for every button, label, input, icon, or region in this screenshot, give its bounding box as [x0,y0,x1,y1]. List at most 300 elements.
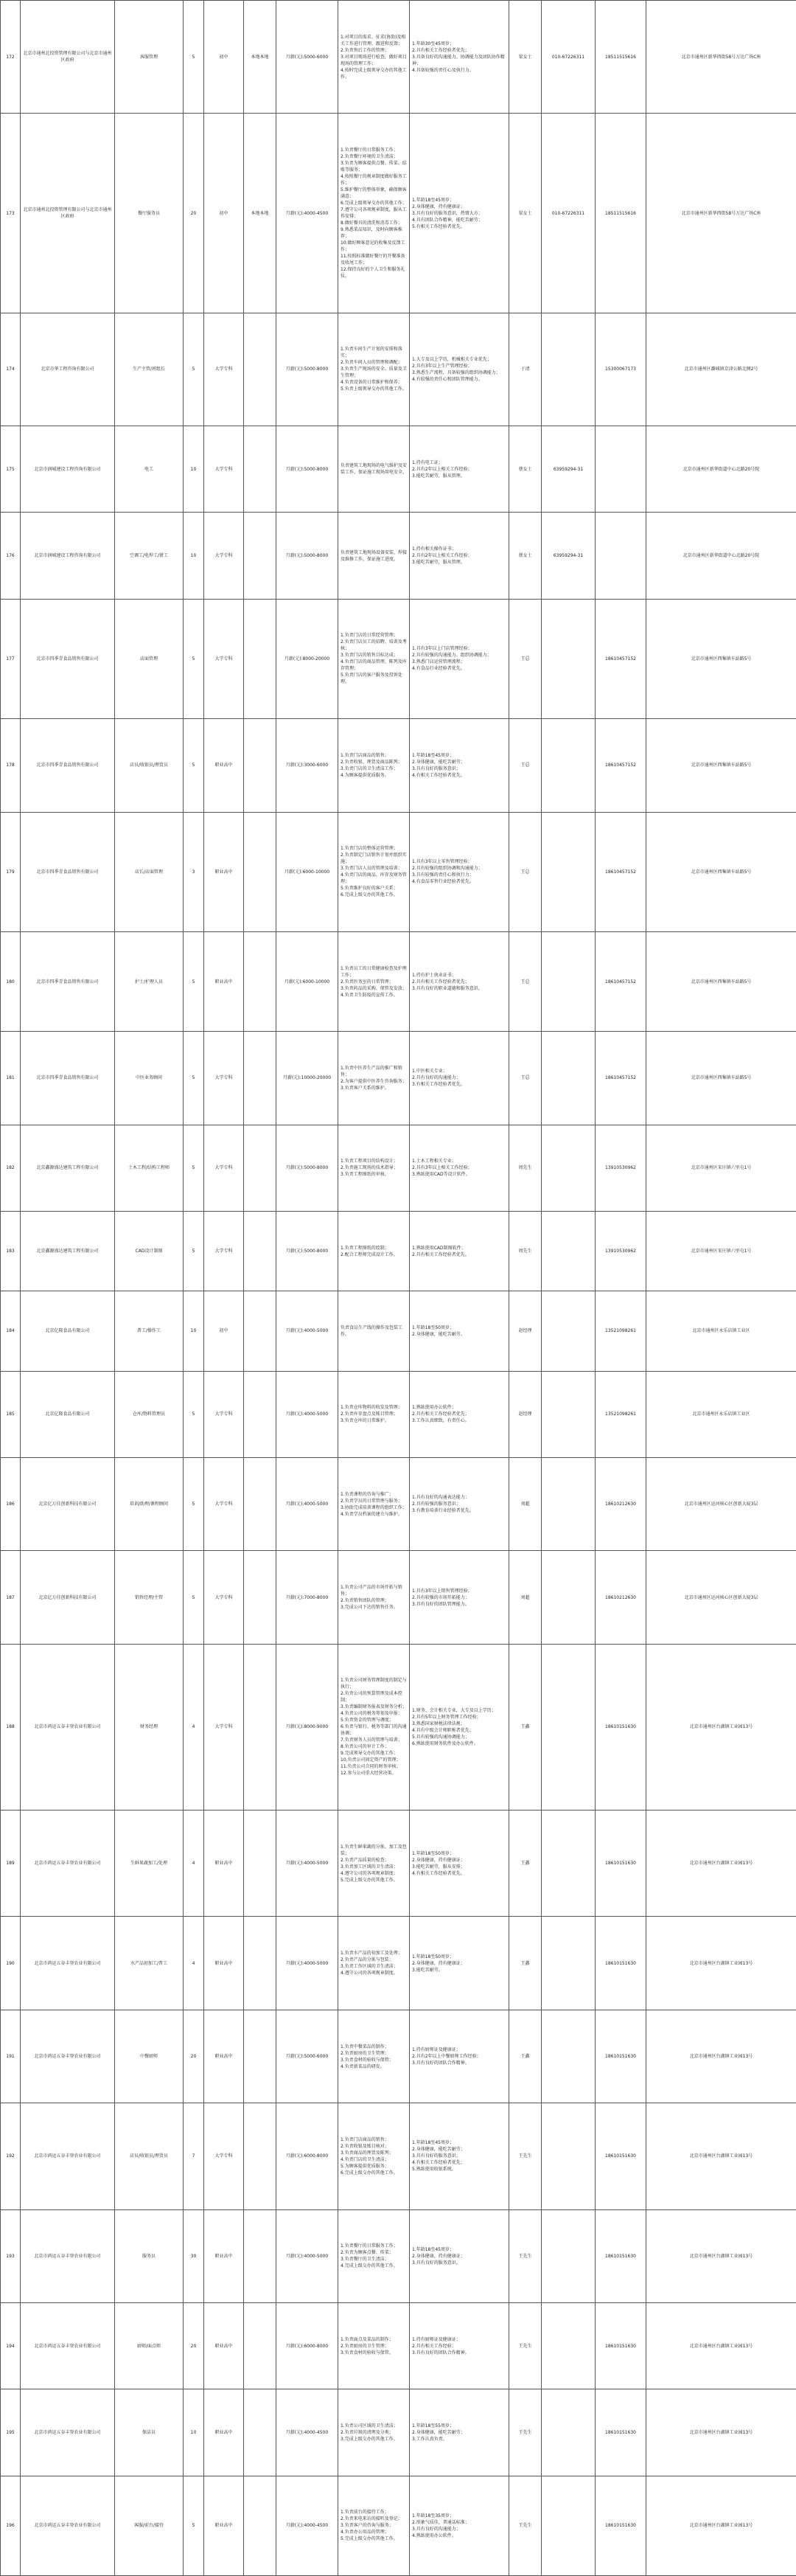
company-name: 北京市鸿运五谷丰登农业有限公司 [21,1917,115,2010]
contact-person: 王先生 [509,2103,542,2209]
company-name: 北京市四季青食品销售有限公司 [21,719,115,812]
contact-phone [542,1551,596,1644]
work-location-type [244,1644,276,1810]
contact-mobile [596,426,646,513]
row-number: 184 [1,1291,21,1371]
contact-phone [542,719,596,812]
contact-mobile: 13910530962 [596,1125,646,1211]
job-duties: 1.负责公司财务管理制度的制定与执行； 2.负责公司的预算管理及成本控制； 3.负责编制财务报表及财务分析； 4.负责公司的税务筹划及申报； 5.负责资金的管理与调度； 6.负责与银行、税务等部门的沟通协调； 7.负责财务人员的管理与培训； 8.负责公司的审计工作； 9.完成领导交办的其他工作； 10.负责公司固定资产的管理； 11.负责公司合同的财务审核； 12.参与公司重大经营决策。 [338,1644,410,1810]
contact-phone [542,2209,596,2302]
contact-person: 周先生 [509,1125,542,1211]
hiring-count: 30 [184,2209,204,2302]
job-requirements: 1.具有3年以上门店管理经验； 2.具有较强的沟通能力、组织协调能力； 3.熟悉门店运营管理流程； 4.有食品行业经验者优先。 [410,599,509,718]
contact-mobile: 18610212630 [596,1551,646,1644]
work-location-type [244,2476,276,2575]
table-row [1,2389,796,2476]
salary-range: 月薪(元):5000-8000 [276,1125,338,1211]
contact-person: 赵经理 [509,1291,542,1371]
work-location-type [244,2302,276,2389]
row-number: 183 [1,1211,21,1291]
company-name: 北京鑫源盛达建筑工程有限公司 [21,1125,115,1211]
company-name: 北京市润城建设工程咨询有限公司 [21,426,115,513]
salary-range: 月薪(元):4000-5000 [276,1458,338,1551]
contact-phone [542,2302,596,2389]
hiring-count: 10 [184,1291,204,1371]
position-name: 餐厅服务员 [115,114,184,313]
job-requirements: 1.年龄18至45周岁； 2.身体健康，持有健康证； 3.具有良好的服务意识。 [410,2209,509,2302]
company-name: 北京市华工程咨询有限公司 [21,313,115,426]
contact-mobile: 18610151630 [596,2010,646,2103]
company-address: 北京市通州区宋庄镇六里屯1号 [646,1125,796,1211]
job-duties: 1.负责中医养生产品的推广和销售； 2.为客户提供中医养生咨询服务； 3.负责客户关系的维护。 [338,1032,410,1125]
table-row [1,1551,796,1644]
work-location-type [244,1917,276,2010]
job-duties: 1.负责生鲜果蔬的分拣、加工及包装； 2.负责产品质量的检查； 3.负责加工区域的卫生清洁； 4.遵守公司的各项规章制度； 5.完成上级交办的其他工作。 [338,1811,410,1917]
job-duties: 1.对项目的需求、征求(协助)及相关工作进行管理、跟进和反馈； 2.负责售后工作的管理； 3.对项目现场进行检查，做好项目现场的管理工作； 4.按时完成上级领导交办的其他工作。 [338,1,410,114]
company-name: 北京市通州北投资管理有限公司与北京市通州区政府 [21,1,115,114]
job-requirements: 1.年龄18至50周岁； 2.身体健康，持有健康证； 3.能吃苦耐劳。 [410,1917,509,2010]
salary-range: 月薪(元):8000-9000 [276,1644,338,1810]
hiring-count: 4 [184,1917,204,2010]
company-address: 北京市通州区台湖镇工业园13号 [646,2302,796,2389]
contact-mobile: 13521098261 [596,1291,646,1371]
job-requirements: 1.财务、会计相关专业，大专及以上学历； 2.具有5年以上财务管理工作经验； 3.熟悉国家财税法律法规； 4.具有中级会计师职称者优先； 5.具有较强的沟通协调能力； 6.熟练使用财务软件及办公软件。 [410,1644,509,1810]
work-location-type [244,931,276,1031]
company-address: 北京市通州区台湖镇工业园13号 [646,2103,796,2209]
position-name: 店员/收银员/理货员 [115,2103,184,2209]
contact-phone [542,2010,596,2103]
row-number: 190 [1,1917,21,2010]
salary-range: 月薪(元):6000-10000 [276,812,338,931]
contact-person: 王鑫 [509,2010,542,2103]
company-name: 北京市鸿运五谷丰登农业有限公司 [21,2302,115,2389]
job-duties: 负责建筑工地现场设备安装、焊接及维修工作，保证施工进度。 [338,513,410,599]
contact-mobile: 18610151630 [596,2389,646,2476]
hiring-count: 5 [184,1,204,114]
education-requirement: 大学专科 [204,426,244,513]
contact-phone [542,1644,596,1810]
position-name: 厨师/面点师 [115,2302,184,2389]
row-number: 194 [1,2302,21,2389]
company-name: 北京市四季青食品销售有限公司 [21,1032,115,1125]
company-address: 北京市通州区台湖镇工业园13号 [646,2209,796,2302]
contact-mobile: 18610457152 [596,1032,646,1125]
work-location-type [244,2010,276,2103]
work-location-type [244,313,276,426]
education-requirement: 初中 [204,114,244,313]
hiring-count: 5 [184,1125,204,1211]
position-name: 服务员 [115,2209,184,2302]
work-location-type [244,2103,276,2209]
hiring-count: 5 [184,1551,204,1644]
job-duties: 1.负责员工的日常健康检查及护理工作； 2.负责医务室的日常管理； 3.负责药品的采购、保管及发放； 4.负责卫生防疫的宣传工作。 [338,931,410,1031]
row-number: 187 [1,1551,21,1644]
hiring-count: 10 [184,513,204,599]
contact-person: 于清 [509,313,542,426]
contact-person: 周先生 [509,1211,542,1291]
table-row [1,1,796,114]
education-requirement: 大学专科 [204,1211,244,1291]
company-address: 北京市通州区台湖镇工业园13号 [646,2476,796,2575]
job-duties: 1.负责门店商品的销售； 2.负责收银、理货及商品陈列； 3.负责门店的卫生清洁工作； 4.为顾客提供优质服务。 [338,719,410,812]
position-name: 土木工程/结构工程师 [115,1125,184,1211]
company-name: 北京市四季青食品销售有限公司 [21,812,115,931]
education-requirement: 职业高中 [204,2476,244,2575]
education-requirement: 职业高中 [204,812,244,931]
job-duties: 1.负责门店商品的销售； 2.负责收银及账目核对； 3.负责商品的理货及陈列； 4.负责门店的卫生清洁； 5.为顾客提供优质服务； 6.完成上级交办的其他工作。 [338,2103,410,2209]
row-number: 173 [1,114,21,313]
company-name: 北京亿万佳创新科技有限公司 [21,1551,115,1644]
contact-mobile: 13521098261 [596,1371,646,1457]
position-name: 培训/助理/课程顾问 [115,1458,184,1551]
table-row [1,812,796,931]
contact-person: 王总 [509,931,542,1031]
job-requirements: 1.持有电工证； 2.具有2年以上相关工作经验； 3.能吃苦耐劳，服从管理。 [410,426,509,513]
contact-person: 王总 [509,812,542,931]
contact-mobile: 18610457152 [596,599,646,718]
job-requirements: 1.年龄18至50周岁； 2.身体健康，能吃苦耐劳。 [410,1291,509,1371]
position-name: 护士/护理人员 [115,931,184,1031]
contact-mobile: 18610151630 [596,2302,646,2389]
hiring-count: 5 [184,719,204,812]
salary-range: 月薪(元):5000-8000 [276,426,338,513]
education-requirement: 大学专科 [204,513,244,599]
job-requirements: 1.年龄18至50周岁； 2.身体健康，持有健康证； 3.能吃苦耐劳，服从安排； 4.有相关工作经验者优先。 [410,1811,509,1917]
contact-mobile: 18610457152 [596,719,646,812]
position-name: 客服管理 [115,1,184,114]
table-row [1,2209,796,2302]
contact-person: 王先生 [509,2389,542,2476]
company-address: 北京市通州区西集镇车站路5号 [646,1032,796,1125]
contact-phone [542,599,596,718]
table-row [1,513,796,599]
work-location-type [244,599,276,718]
salary-range: 月薪(元):6000-8000 [276,2103,338,2209]
education-requirement: 职业高中 [204,1917,244,2010]
position-name: 普工/操作工 [115,1291,184,1371]
contact-phone [542,2476,596,2575]
contact-phone: 010-67226311 [542,1,596,114]
position-name: 中餐厨师 [115,2010,184,2103]
salary-range: 月薪(元):5000-8000 [276,513,338,599]
hiring-count: 4 [184,1811,204,1917]
education-requirement: 职业高中 [204,931,244,1031]
education-requirement: 大学专科 [204,2103,244,2209]
contact-person: 王总 [509,1032,542,1125]
position-name: CAD设计制图 [115,1211,184,1291]
row-number: 177 [1,599,21,718]
contact-person: 王先生 [509,2476,542,2575]
row-number: 174 [1,313,21,426]
row-number: 189 [1,1811,21,1917]
row-number: 188 [1,1644,21,1810]
contact-person: 王总 [509,599,542,718]
education-requirement: 初中 [204,1291,244,1371]
contact-person: 王总 [509,719,542,812]
contact-phone [542,1917,596,2010]
work-location-type [244,1125,276,1211]
company-address: 北京市通州区台湖镇工业园13号 [646,1917,796,2010]
position-name: 保洁员 [115,2389,184,2476]
company-address: 北京市通州区新华街道中心北路20号院 [646,513,796,599]
salary-range: 月薪(元):6000-10000 [276,931,338,1031]
job-duties: 1.负责前台的接待工作； 2.负责来电来访的接听及登记； 3.负责客户的咨询与服务； 4.负责办公用品的管理； 5.完成上级交办的其他工作。 [338,2476,410,2575]
company-address: 北京市通州区台湖镇工业园13号 [646,1811,796,1917]
hiring-count: 5 [184,599,204,718]
contact-person: 王鑫 [509,1644,542,1810]
job-duties: 1.负责餐厅的日常服务工作； 2.负责为顾客点餐、传菜； 3.负责餐厅的卫生清洁； 4.完成上级交办的其他工作。 [338,2209,410,2302]
work-location-type [244,1811,276,1917]
job-duties: 1.负责工程图纸的绘制； 2.配合工程师完成设计工作。 [338,1211,410,1291]
contact-phone [542,2389,596,2476]
work-location-type [244,513,276,599]
company-address: 北京市通州区运河核心区创新大厦3层 [646,1458,796,1551]
salary-range: 月薪(元):4000-5000 [276,2209,338,2302]
work-location-type [244,2209,276,2302]
salary-range: 月薪(元):3000-6000 [276,719,338,812]
work-location-type [244,2389,276,2476]
job-requirements: 1.持有相关操作证书； 2.具有2年以上相关工作经验； 3.能吃苦耐劳，服从管理。 [410,513,509,599]
row-number: 191 [1,2010,21,2103]
company-name: 北京亿隆食品有限公司 [21,1371,115,1457]
job-requirements: 1.中医相关专业； 2.具有良好的沟通能力； 3.有相关工作经验者优先。 [410,1032,509,1125]
company-address: 北京市通州区台湖镇工业园13号 [646,2389,796,2476]
row-number: 193 [1,2209,21,2302]
row-number: 185 [1,1371,21,1457]
job-requirements: 1.熟练使用CAD制图软件； 2.具有相关工作经验者优先。 [410,1211,509,1291]
contact-mobile: 18610151630 [596,2103,646,2209]
position-name: 空调工/电焊工/钳工 [115,513,184,599]
education-requirement: 大学专科 [204,1032,244,1125]
education-requirement: 大学专科 [204,1551,244,1644]
company-address: 北京市通州区西集镇车站路5号 [646,931,796,1031]
position-name: 财务经理 [115,1644,184,1810]
row-number: 195 [1,2389,21,2476]
table-row [1,2103,796,2209]
hiring-count: 20 [184,114,204,313]
contact-person: 梁女士 [509,1,542,114]
education-requirement: 职业高中 [204,2010,244,2103]
job-requirements: 1.年龄18至45周岁； 2.身体健康，能吃苦耐劳； 3.具有良好的服务意识； 4.有相关工作经验者优先； 5.熟练使用收银系统。 [410,2103,509,2209]
education-requirement: 职业高中 [204,1811,244,1917]
position-name: 中医业务顾问 [115,1032,184,1125]
table-row [1,313,796,426]
position-name: 销售经理/主管 [115,1551,184,1644]
job-duties: 1.负责门店的日常经营管理； 2.负责门店员工的招聘、培训及考核； 3.负责门店的销售目标达成； 4.负责门店的商品管理、陈列及库存管理； 5.负责门店的客户服务及投诉处理。 [338,599,410,718]
position-name: 生产主管/班组长 [115,313,184,426]
contact-mobile: 18511515616 [596,114,646,313]
row-number: 176 [1,513,21,599]
contact-phone: 010-67226311 [542,114,596,313]
contact-mobile: 15300067173 [596,313,646,426]
company-address: 北京市通州区永乐店镇工业区 [646,1371,796,1457]
salary-range: 月薪(元):5000-8000 [276,313,338,426]
company-address: 北京市通州区西集镇车站路5号 [646,599,796,718]
job-duties: 1.负责工程项目的结构设计； 2.负责施工现场的技术指导； 3.负责工程图纸的审核。 [338,1125,410,1211]
company-address: 北京市通州区西集镇车站路5号 [646,719,796,812]
company-name: 北京市鸿运五谷丰登农业有限公司 [21,2103,115,2209]
company-address: 北京市通州区新华西街58号万达广场C座 [646,1,796,114]
row-number: 186 [1,1458,21,1551]
table-row [1,2302,796,2389]
job-requirements: 1.持有厨师证及健康证； 2.具有相关工作经验； 3.具有良好的团队合作精神。 [410,2302,509,2389]
contact-phone: 63959294-31 [542,513,596,599]
contact-mobile: 18610151630 [596,2209,646,2302]
company-name: 北京市四季青食品销售有限公司 [21,599,115,718]
education-requirement: 大学专科 [204,313,244,426]
job-requirements: 1.年龄18至45周岁； 2.身体健康，能吃苦耐劳； 3.具有良好的服务意识； 4.有相关工作经验者优先。 [410,719,509,812]
company-name: 北京亿隆食品有限公司 [21,1291,115,1371]
hiring-count: 5 [184,1371,204,1457]
company-address: 北京市通州区新华街道中心北路20号院 [646,426,796,513]
contact-person: 王鑫 [509,1917,542,2010]
table-row [1,931,796,1031]
contact-person: 王先生 [509,2209,542,2302]
education-requirement: 大学专科 [204,1125,244,1211]
position-name: 店面管理 [115,599,184,718]
education-requirement: 职业高中 [204,719,244,812]
education-requirement: 大学专科 [204,599,244,718]
education-requirement: 职业高中 [204,2389,244,2476]
contact-phone [542,1125,596,1211]
row-number: 181 [1,1032,21,1125]
row-number: 175 [1,426,21,513]
contact-person: 刘超 [509,1458,542,1551]
company-address: 北京市通州区台湖镇工业园13号 [646,1644,796,1810]
job-duties: 1.负责中餐菜品的制作； 2.负责厨房的卫生管理； 3.负责食材的验收与保管； 4.负责新菜品的研发。 [338,2010,410,2103]
salary-range: 月薪(元):10000-20000 [276,1032,338,1125]
contact-phone [542,1811,596,1917]
salary-range: 月薪(元):8000-20000 [276,599,338,718]
position-name: 电工 [115,426,184,513]
work-location-type [244,1458,276,1551]
contact-mobile: 18610151630 [596,1811,646,1917]
table-body [1,1,796,2576]
salary-range: 月薪(元):7000-8000 [276,1551,338,1644]
position-name: 客服/前台/接待 [115,2476,184,2575]
company-address: 北京市通州区西集镇车站路5号 [646,812,796,931]
company-name: 北京鑫源盛达建筑工程有限公司 [21,1211,115,1291]
contact-mobile: 18610151630 [596,2476,646,2575]
table-row [1,114,796,313]
table-row [1,2476,796,2575]
contact-mobile: 18610212630 [596,1458,646,1551]
salary-range: 月薪(元):4000-5000 [276,1371,338,1457]
salary-range: 月薪(元):5000-6000 [276,2010,338,2103]
table-row [1,719,796,812]
work-location-type [244,719,276,812]
job-duties: 1.负责面点及菜品的制作； 2.负责厨房的卫生管理； 3.负责食材的验收与保管。 [338,2302,410,2389]
education-requirement: 大学专科 [204,1458,244,1551]
row-number: 182 [1,1125,21,1211]
hiring-count: 7 [184,2103,204,2209]
contact-phone [542,931,596,1031]
company-name: 北京市鸿运五谷丰登农业有限公司 [21,2476,115,2575]
education-requirement: 职业高中 [204,2209,244,2302]
hiring-count: 20 [184,2302,204,2389]
contact-person: 刘超 [509,1551,542,1644]
row-number: 179 [1,812,21,931]
table-row [1,1811,796,1917]
job-requirements: 1.年龄18至35周岁； 2.形象气质佳，普通话标准； 3.具有良好的沟通能力； 4.熟练使用办公软件。 [410,2476,509,2575]
row-number: 180 [1,931,21,1031]
salary-range: 月薪(元):5000-8000 [276,1211,338,1291]
hiring-count: 5 [184,2476,204,2575]
contact-phone [542,1291,596,1371]
table-row [1,2010,796,2103]
contact-phone [542,313,596,426]
job-requirements: 1.年龄18至55周岁； 2.身体健康，能吃苦耐劳； 3.工作认真负责。 [410,2389,509,2476]
hiring-count: 5 [184,1211,204,1291]
contact-phone [542,1371,596,1457]
hiring-count: 20 [184,2010,204,2103]
hiring-count: 4 [184,1644,204,1810]
table-row [1,1917,796,2010]
table-row [1,1644,796,1810]
company-address: 北京市通州区宋庄镇六里屯1号 [646,1211,796,1291]
table-row [1,1125,796,1211]
row-number: 172 [1,1,21,114]
row-number: 178 [1,719,21,812]
job-requirements: 1.具有3年以上销售管理经验； 2.具有较强的市场开拓能力； 3.具有良好的团队管理能力。 [410,1551,509,1644]
hiring-count: 3 [184,812,204,931]
position-name: 店长/店面管理 [115,812,184,931]
contact-mobile: 13910530962 [596,1211,646,1291]
company-name: 北京市鸿运五谷丰登农业有限公司 [21,1811,115,1917]
table-row [1,1032,796,1125]
job-requirements: 1.年龄30至45周岁； 2.具有相关工作经验者优先； 3.具备良好的沟通能力、协调能力及团队协作精神； 4.具备较强的责任心及执行力。 [410,1,509,114]
hiring-count: 5 [184,931,204,1031]
table-row [1,1291,796,1371]
job-duties: 负责食品生产线的操作及包装工作。 [338,1291,410,1371]
work-location-type [244,1211,276,1291]
hiring-count: 5 [184,1032,204,1125]
company-name: 北京市鸿运五谷丰登农业有限公司 [21,2209,115,2302]
education-requirement: 大学专科 [204,1371,244,1457]
salary-range: 月薪(元):6000-8000 [276,2302,338,2389]
salary-range: 月薪(元):4000-4500 [276,114,338,313]
contact-mobile: 18511515616 [596,1,646,114]
work-location-type [244,426,276,513]
contact-phone [542,2103,596,2209]
contact-phone [542,812,596,931]
company-name: 北京市四季青食品销售有限公司 [21,931,115,1031]
job-requirements: 1.持有护士执业证书； 2.具有相关工作经验者优先； 3.具有良好的职业道德和服务意识。 [410,931,509,1031]
position-name: 店员/收银员/理货员 [115,719,184,812]
table-row [1,1211,796,1291]
position-name: 生鲜果蔬加工/处理 [115,1811,184,1917]
hiring-count: 10 [184,2389,204,2476]
work-location-type [244,1371,276,1457]
work-location-type: 本地本地 [244,114,276,313]
contact-person: 赵经理 [509,1371,542,1457]
contact-phone: 63959294-31 [542,426,596,513]
job-duties: 1.负责门店的整体运营管理； 2.负责制定门店销售计划并组织实施； 3.负责门店人员的管理及培训； 4.负责门店的商品、库存及财务管理； 5.负责维护良好的客户关系； 6.完成上级交办的其他工作。 [338,812,410,931]
salary-range: 月薪(元):4000-5000 [276,1811,338,1917]
position-name: 水产品初加工/普工 [115,1917,184,2010]
company-name: 北京市润城建设工程咨询有限公司 [21,513,115,599]
job-duties: 1.负责公司区域的卫生清洁； 2.负责垃圾的清理及分类； 3.完成上级交办的其他工作。 [338,2389,410,2476]
contact-mobile [596,513,646,599]
position-name: 仓库/物料管理员 [115,1371,184,1457]
job-requirements: 1.大专及以上学历，机械相关专业优先； 2.具有3年以上生产管理经验； 3.熟悉生产流程，具备较强的组织协调能力； 4.有较强的责任心和团队管理能力。 [410,313,509,426]
company-name: 北京市鸿运五谷丰登农业有限公司 [21,2010,115,2103]
contact-mobile: 18610457152 [596,812,646,931]
job-requirements: 1.持有厨师证及健康证； 2.具有2年以上中餐厨师工作经验； 3.具有良好的团队合作精神。 [410,2010,509,2103]
table-row [1,1371,796,1457]
salary-range: 月薪(元):4000-5000 [276,1291,338,1371]
salary-range: 月薪(元):4000-5000 [276,1917,338,2010]
